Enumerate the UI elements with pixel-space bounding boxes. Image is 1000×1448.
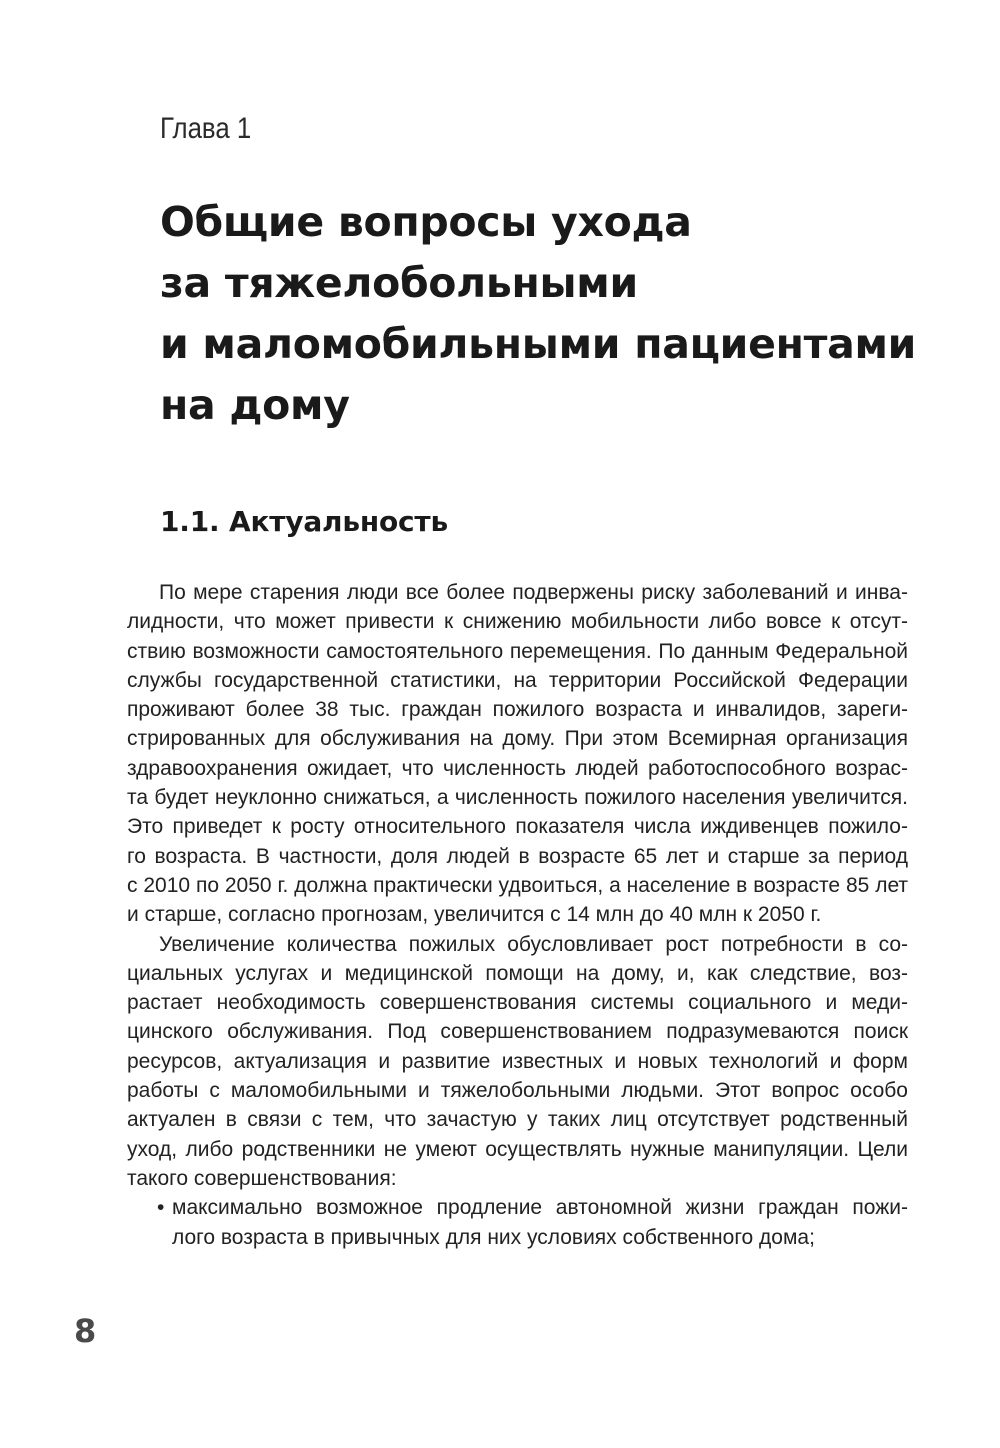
text-line: службы государственной статистики, на территории Российской Федерации [127, 668, 909, 692]
text-line: такого совершенствования: [127, 1166, 397, 1190]
text-line: Это приведет к росту относительного показателя числа иждивенцев пожило- [127, 815, 908, 839]
text-line: максимально возможное продление автономной жизни граждан пожи- [172, 1196, 908, 1220]
text-line: работы с маломобильными и тяжелобольными людьми. Этот вопрос особо [127, 1079, 908, 1103]
text-line: лого возраста в привычных для них условиях собственного дома; [172, 1225, 815, 1249]
chapter-title-line: Общие вопросы ухода [160, 198, 692, 246]
bullet-item [127, 1193, 908, 1252]
chapter-title-line: за тяжелобольными [160, 259, 638, 307]
text-line: актуален в связи с тем, что зачастую у таких лиц отсутствует родственный [127, 1108, 908, 1132]
text-line: лидности, что может привести к снижению мобильности либо вовсе к отсут- [127, 610, 909, 634]
text-line: проживают более 38 тыс. граждан пожилого возраста и инвалидов, зареги- [127, 698, 909, 722]
text-line: та будет неуклонно снижаться, а численность пожилого населения увеличится. [127, 786, 908, 810]
chapter-title-line: на дому [160, 381, 350, 429]
page-number: 8 [74, 1312, 97, 1350]
section-heading: 1.1. Актуальность [160, 505, 448, 538]
text-line: здравоохранения ожидает, что численность людей работоспособного возрас- [127, 756, 909, 780]
text-line: ресурсов, актуализация и развитие известных и новых технологий и форм [127, 1049, 908, 1073]
text-line: циальных услугах и медицинской помощи на дому, и, как следствие, воз- [127, 961, 909, 985]
bullet-marker: • [157, 1196, 165, 1220]
chapter-title-line: и маломобильными пациентами [160, 320, 917, 368]
text-line: стрированных для обслуживания на дому. При этом Всемирная организация [127, 727, 908, 751]
body-text [127, 578, 908, 1252]
text-line: растает необходимость совершенствования системы социального и меди- [127, 991, 908, 1015]
text-line: ствию возможности самостоятельного перемещения. По данным Федеральной [127, 639, 908, 663]
text-line: уход, либо родственники не умеют осуществлять нужные манипуляции. Цели [127, 1137, 909, 1161]
text-line: По мере старения люди все более подвержены риску заболеваний и инва- [159, 581, 908, 604]
chapter-label: Глава 1 [160, 112, 252, 145]
text-line: Увеличение количества пожилых обусловливает рост потребности в со- [159, 932, 909, 956]
chapter-title [160, 192, 940, 436]
text-line: го возраста. В частности, доля людей в возрасте 65 лет и старше за период [127, 844, 909, 868]
paragraph-1 [127, 578, 908, 930]
text-line: и старше, согласно прогнозам, увеличится с 14 млн до 40 млн к 2050 г. [127, 903, 822, 927]
text-line: цинского обслуживания. Под совершенствованием подразумеваются поиск [127, 1020, 909, 1044]
paragraph-2 [127, 930, 908, 1194]
text-line: с 2010 по 2050 г. должна практически удвоиться, а население в возрасте 85 лет [127, 873, 909, 897]
